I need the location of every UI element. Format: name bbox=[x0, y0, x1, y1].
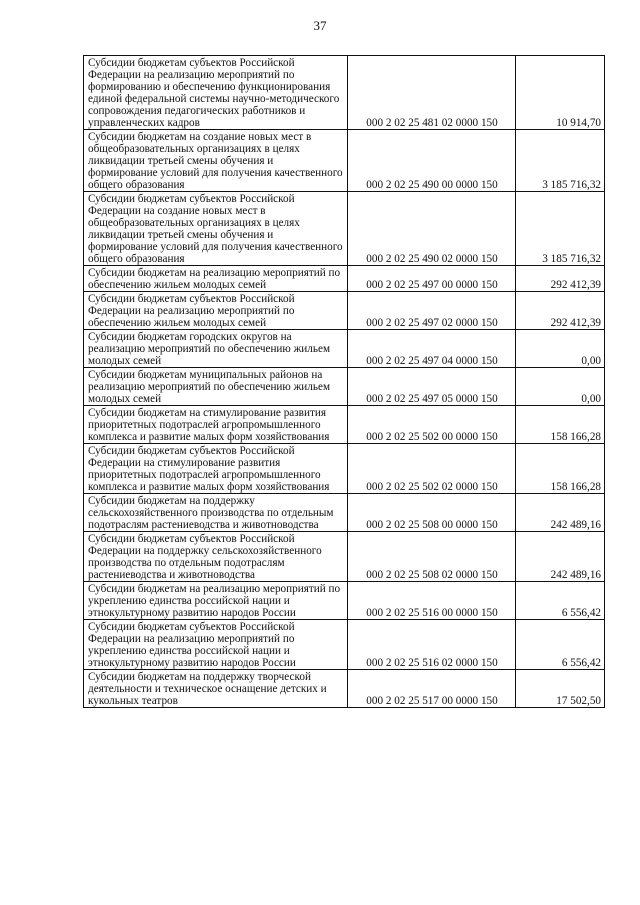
row-amount-cell: 158 166,28 bbox=[516, 444, 605, 494]
row-amount-cell: 3 185 716,32 bbox=[516, 130, 605, 192]
row-name-cell: Субсидии бюджетам муниципальных районов на реализацию мероприятий по обеспечению жильем молодых семей bbox=[84, 368, 348, 406]
row-name-cell: Субсидии бюджетам субъектов Российской Федерации на реализацию мероприятий по обеспечению жильем молодых семей bbox=[84, 292, 348, 330]
row-amount-cell: 0,00 bbox=[516, 330, 605, 368]
row-name-cell: Субсидии бюджетам на реализацию мероприятий по укреплению единства российской нации и этнокультурному развитию народов России bbox=[84, 582, 348, 620]
table-row bbox=[84, 670, 605, 708]
row-name-cell: Субсидии бюджетам субъектов Российской Федерации на создание новых мест в общеобразовательных организациях в целях ликвидации третьей смены обучения и формирование условий для получения качественного общего образования bbox=[84, 192, 348, 266]
budget-table-body bbox=[84, 56, 605, 708]
row-code-cell: 000 2 02 25 497 00 0000 150 bbox=[348, 266, 516, 292]
row-code-cell: 000 2 02 25 497 02 0000 150 bbox=[348, 292, 516, 330]
row-amount-cell: 6 556,42 bbox=[516, 582, 605, 620]
row-name-cell: Субсидии бюджетам субъектов Российской Федерации на реализацию мероприятий по формированию и обеспечению функционирования единой федеральной системы научно-методического сопровождения педагогических работников и управленческих кадров bbox=[84, 56, 348, 130]
row-amount-cell: 17 502,50 bbox=[516, 670, 605, 708]
row-name-cell: Субсидии бюджетам на стимулирование развития приоритетных подотраслей агропромышленного комплекса и развитие малых форм хозяйствования bbox=[84, 406, 348, 444]
row-name-cell: Субсидии бюджетам на поддержку сельскохозяйственного производства по отдельным подотраслям растениеводства и животноводства bbox=[84, 494, 348, 532]
row-amount-cell: 292 412,39 bbox=[516, 266, 605, 292]
row-name-cell: Субсидии бюджетам на реализацию мероприятий по обеспечению жильем молодых семей bbox=[84, 266, 348, 292]
row-name-cell: Субсидии бюджетам субъектов Российской Федерации на стимулирование развития приоритетных подотраслей агропромышленного комплекса и развитие малых форм хозяйствования bbox=[84, 444, 348, 494]
row-amount-cell: 242 489,16 bbox=[516, 532, 605, 582]
table-row bbox=[84, 444, 605, 494]
row-amount-cell: 6 556,42 bbox=[516, 620, 605, 670]
row-name-cell: Субсидии бюджетам городских округов на реализацию мероприятий по обеспечению жильем молодых семей bbox=[84, 330, 348, 368]
row-amount-cell: 0,00 bbox=[516, 368, 605, 406]
budget-table bbox=[83, 55, 605, 708]
table-row bbox=[84, 406, 605, 444]
table-row bbox=[84, 130, 605, 192]
row-code-cell: 000 2 02 25 502 00 0000 150 bbox=[348, 406, 516, 444]
table-row bbox=[84, 56, 605, 130]
table-row bbox=[84, 192, 605, 266]
row-code-cell: 000 2 02 25 502 02 0000 150 bbox=[348, 444, 516, 494]
row-code-cell: 000 2 02 25 490 00 0000 150 bbox=[348, 130, 516, 192]
row-amount-cell: 242 489,16 bbox=[516, 494, 605, 532]
row-name-cell: Субсидии бюджетам на создание новых мест в общеобразовательных организациях в целях ликвидации третьей смены обучения и формирование условий для получения качественного общего образования bbox=[84, 130, 348, 192]
row-code-cell: 000 2 02 25 497 05 0000 150 bbox=[348, 368, 516, 406]
row-amount-cell: 292 412,39 bbox=[516, 292, 605, 330]
row-amount-cell: 10 914,70 bbox=[516, 56, 605, 130]
row-code-cell: 000 2 02 25 497 04 0000 150 bbox=[348, 330, 516, 368]
table-row bbox=[84, 330, 605, 368]
row-code-cell: 000 2 02 25 516 02 0000 150 bbox=[348, 620, 516, 670]
row-amount-cell: 3 185 716,32 bbox=[516, 192, 605, 266]
table-row bbox=[84, 368, 605, 406]
row-code-cell: 000 2 02 25 517 00 0000 150 bbox=[348, 670, 516, 708]
table-row bbox=[84, 266, 605, 292]
row-code-cell: 000 2 02 25 508 02 0000 150 bbox=[348, 532, 516, 582]
row-code-cell: 000 2 02 25 508 00 0000 150 bbox=[348, 494, 516, 532]
table-row bbox=[84, 494, 605, 532]
row-code-cell: 000 2 02 25 481 02 0000 150 bbox=[348, 56, 516, 130]
table-row bbox=[84, 292, 605, 330]
row-code-cell: 000 2 02 25 516 00 0000 150 bbox=[348, 582, 516, 620]
row-name-cell: Субсидии бюджетам на поддержку творческой деятельности и техническое оснащение детских и кукольных театров bbox=[84, 670, 348, 708]
row-code-cell: 000 2 02 25 490 02 0000 150 bbox=[348, 192, 516, 266]
row-name-cell: Субсидии бюджетам субъектов Российской Федерации на реализацию мероприятий по укреплению единства российской нации и этнокультурному развитию народов России bbox=[84, 620, 348, 670]
page-number: 37 bbox=[313, 18, 327, 33]
row-amount-cell: 158 166,28 bbox=[516, 406, 605, 444]
table-row bbox=[84, 620, 605, 670]
table-row bbox=[84, 532, 605, 582]
table-row bbox=[84, 582, 605, 620]
row-name-cell: Субсидии бюджетам субъектов Российской Федерации на поддержку сельскохозяйственного производства по отдельным подотраслям растениеводства и животноводства bbox=[84, 532, 348, 582]
